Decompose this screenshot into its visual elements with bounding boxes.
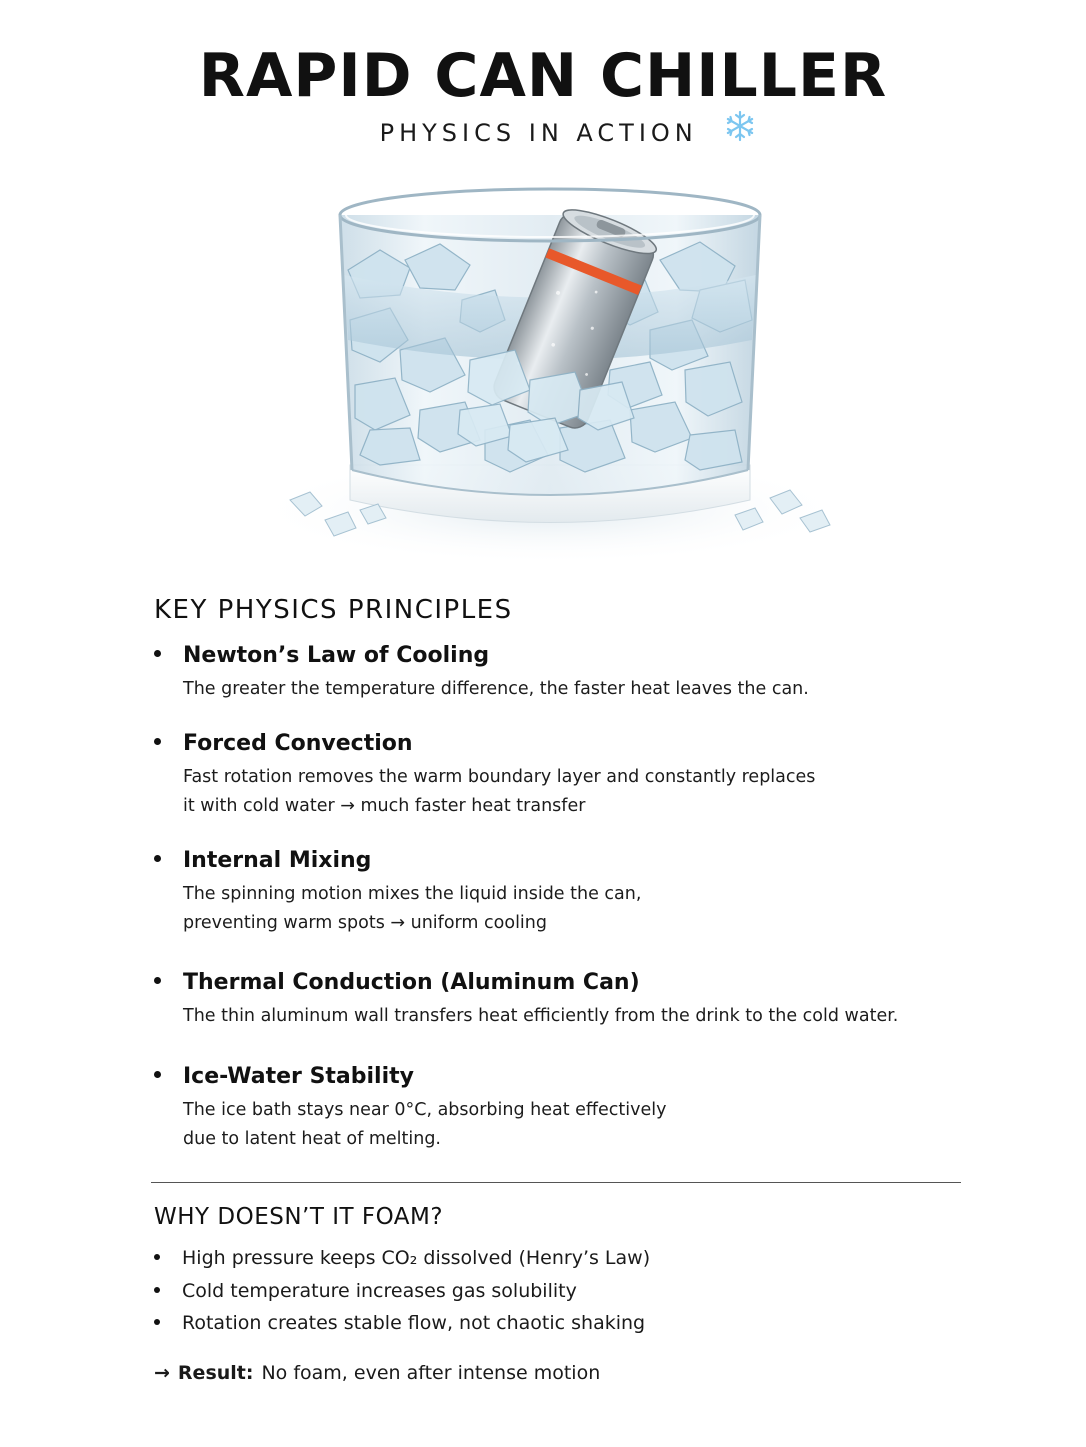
bullet-icon [154,650,161,657]
principle-description [183,1002,973,1031]
section-divider [151,1182,961,1183]
principle-title: Forced Convection [183,731,413,756]
list-item [154,1308,974,1338]
bullet-icon [154,738,161,745]
foam-reason: Rotation creates stable flow, not chaotic shaking [182,1312,646,1334]
snowflake-icon [724,110,756,153]
foam-reason: High pressure keeps CO₂ dissolved (Henry’s Law) [182,1247,651,1269]
page-subtitle: PHYSICS IN ACTION [379,119,698,147]
principle-description [183,763,973,820]
principle-description [183,675,973,704]
description-line: The greater the temperature difference, the faster heat leaves the can. [183,679,809,699]
principle-description [183,880,973,937]
description-line: The spinning motion mixes the liquid inside the can, [183,884,642,904]
foam-reason: Cold temperature increases gas solubility [182,1280,577,1302]
subtitle-row [0,114,1086,153]
description-line: Fast rotation removes the warm boundary layer and constantly replaces [183,767,816,787]
bullet-icon [154,855,161,862]
foam-heading: WHY DOESN’T IT FOAM? [154,1204,444,1230]
bullet-icon [154,1254,160,1260]
bullet-icon [154,1071,161,1078]
page-title: RAPID CAN CHILLER [198,41,888,111]
bullet-icon [154,1319,160,1325]
description-line: The ice bath stays near 0°C, absorbing heat effectively [183,1100,667,1120]
description-line: due to latent heat of melting. [183,1128,441,1149]
result-row [154,1357,600,1389]
arrow-right-icon: → [154,1362,170,1384]
description-line: preventing warm spots → uniform cooling [183,912,547,933]
result-label: Result: [177,1362,254,1384]
list-item [154,1276,974,1306]
principle-description [183,1096,973,1153]
description-line: it with cold water → much faster heat transfer [183,795,586,816]
bullet-icon [154,977,161,984]
principle-title: Thermal Conduction (Aluminum Can) [183,970,640,995]
principles-heading: KEY PHYSICS PRINCIPLES [154,595,513,625]
principle-title: Internal Mixing [183,848,372,873]
principle-title: Newton’s Law of Cooling [183,643,490,668]
principle-title: Ice-Water Stability [183,1064,414,1089]
bullet-icon [154,1287,160,1293]
list-item [154,1243,974,1273]
can-in-ice-bucket-illustration [230,180,870,580]
result-text: No foam, even after intense motion [261,1362,601,1384]
description-line: The thin aluminum wall transfers heat efficiently from the drink to the cold water. [183,1006,899,1026]
